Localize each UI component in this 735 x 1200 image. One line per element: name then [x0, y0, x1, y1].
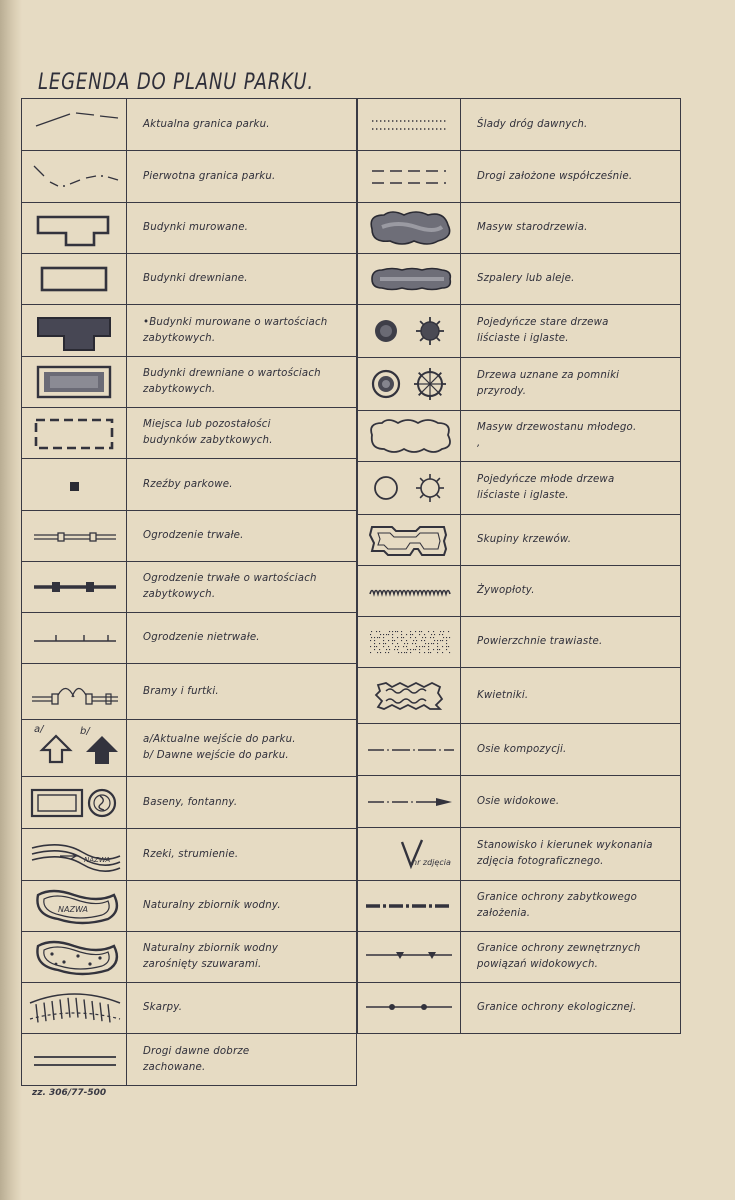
- left-legend-row: [22, 254, 357, 305]
- heavy-fence-line-icon: [22, 562, 127, 613]
- legend-label: Ogrodzenie trwałe o wartościach zabytkowych.: [127, 562, 357, 613]
- legend-label: Kwietniki.: [461, 668, 681, 724]
- right-legend-row: [358, 358, 681, 411]
- legend-label: Ogrodzenie trwałe.: [127, 511, 357, 562]
- legend-label: Powierzchnie trawiaste.: [461, 617, 681, 668]
- right-legend-row: [358, 462, 681, 515]
- dash-dot-line-icon: [22, 151, 127, 203]
- legend-label: Granice ochrony zabytkowego założenia.: [461, 881, 681, 932]
- left-legend-row: [22, 305, 357, 357]
- lawn-icon: [358, 617, 461, 668]
- legend-label: Skarpy.: [127, 983, 357, 1034]
- legend-label: Baseny, fontanny.: [127, 777, 357, 829]
- tick-fence-line-icon: [22, 613, 127, 664]
- legend-label: Drogi dawne dobrze zachowane.: [127, 1034, 357, 1086]
- left-legend-row: [22, 203, 357, 254]
- legend-label: Rzeki, strumienie.: [127, 829, 357, 881]
- old-tree-mass-icon: [358, 203, 461, 254]
- legend-label: Granice ochrony zewnętrznych powiązań widokowych.: [461, 932, 681, 983]
- left-legend-row: [22, 664, 357, 720]
- svg-text:nr zdjęcia: nr zdjęcia: [412, 858, 451, 867]
- right-legend-row: [358, 515, 681, 566]
- right-legend-row: [358, 411, 681, 462]
- legend-label: Aktualna granica parku.: [127, 99, 357, 151]
- legend-label: Budynki drewniane o wartościach zabytkowych.: [127, 357, 357, 408]
- legend-label: Masyw drzewostanu młodego. ,: [461, 411, 681, 462]
- legend-label: Skupiny krzewów.: [461, 515, 681, 566]
- legend-label: Ogrodzenie nietrwałe.: [127, 613, 357, 664]
- right-legend-row: [358, 617, 681, 668]
- left-legend-row: [22, 459, 357, 511]
- legend-label: Osie kompozycji.: [461, 724, 681, 776]
- legend-label: Ślady dróg dawnych.: [461, 99, 681, 151]
- legend-label: Bramy i furtki.: [127, 664, 357, 720]
- svg-text:a/: a/: [34, 724, 44, 735]
- fence-line-icon: [22, 511, 127, 562]
- left-legend-row: [22, 151, 357, 203]
- left-legend-row: [22, 777, 357, 829]
- pool-fountain-icon: [22, 777, 127, 829]
- legend-label: Żywopłoty.: [461, 566, 681, 617]
- view-axis-icon: [358, 776, 461, 828]
- legend-label: Drzewa uznane za pomniki przyrody.: [461, 358, 681, 411]
- dashed-line-icon: [22, 99, 127, 151]
- legend-label: Budynki drewniane.: [127, 254, 357, 305]
- left-legend-row: [22, 613, 357, 664]
- svg-text:NAZWA: NAZWA: [84, 855, 111, 864]
- legend-label: a/Aktualne wejście do parku. b/ Dawne wejście do parku.: [127, 720, 357, 777]
- left-legend-row: [22, 1034, 357, 1086]
- right-legend-row: [358, 668, 681, 724]
- legend-label: Pojedyńcze stare drzewa liściaste i iglaste.: [461, 305, 681, 358]
- legend-label: Budynki murowane.: [127, 203, 357, 254]
- left-legend-row: [22, 829, 357, 881]
- double-line-icon: [22, 1034, 127, 1086]
- legend-label: Pojedyńcze młode drzewa liściaste i iglaste.: [461, 462, 681, 515]
- heritage-boundary-icon: [358, 881, 461, 932]
- legend-label: Masyw starodrzewia.: [461, 203, 681, 254]
- right-legend-row: [358, 983, 681, 1034]
- right-legend-row: [358, 151, 681, 203]
- entrance-arrows-icon: [22, 720, 127, 777]
- legend-label: Rzeźby parkowe.: [127, 459, 357, 511]
- right-legend-row: [358, 881, 681, 932]
- legend-label: Stanowisko i kierunek wykonania zdjęcia fotograficznego.: [461, 828, 681, 881]
- left-legend-row: [22, 99, 357, 151]
- hedge-icon: [358, 566, 461, 617]
- photo-point-icon: [358, 828, 461, 881]
- view-boundary-icon: [358, 932, 461, 983]
- tree-row-icon: [358, 254, 461, 305]
- legend-label: Granice ochrony ekologicznej.: [461, 983, 681, 1034]
- flowerbed-icon: [358, 668, 461, 724]
- gate-icon: [22, 664, 127, 720]
- composition-axis-icon: [358, 724, 461, 776]
- svg-text:NAZWA: NAZWA: [58, 905, 88, 914]
- legend-title: LEGENDA DO PLANU PARKU.: [38, 70, 314, 95]
- legend-table-left: [21, 98, 357, 1086]
- dotted-double-line-icon: [358, 99, 461, 151]
- left-legend-row: [22, 408, 357, 459]
- dashed-double-line-icon: [358, 151, 461, 203]
- legend-label: Osie widokowe.: [461, 776, 681, 828]
- left-legend-row: [22, 932, 357, 983]
- page-binding-shadow: [0, 0, 22, 1200]
- single-old-trees-icon: [358, 305, 461, 358]
- escarpment-icon: [22, 983, 127, 1034]
- right-legend-row: [358, 932, 681, 983]
- river-icon: [22, 829, 127, 881]
- monument-trees-icon: [358, 358, 461, 411]
- left-legend-row: [22, 983, 357, 1034]
- shrub-group-icon: [358, 515, 461, 566]
- t-shape-filled-icon: [22, 305, 127, 357]
- dashed-rectangle-icon: [22, 408, 127, 459]
- legend-label: Naturalny zbiornik wodny.: [127, 881, 357, 932]
- legend-label: Szpalery lub aleje.: [461, 254, 681, 305]
- right-legend-row: [358, 305, 681, 358]
- left-legend-row: [22, 720, 357, 777]
- reed-pond-icon: [22, 932, 127, 983]
- left-legend-row: [22, 881, 357, 932]
- left-legend-row: [22, 511, 357, 562]
- t-shape-outline-icon: [22, 203, 127, 254]
- right-legend-row: [358, 566, 681, 617]
- svg-text:b/: b/: [80, 726, 90, 737]
- legend-label: Miejsca lub pozostałości budynków zabytkowych.: [127, 408, 357, 459]
- legend-label: Naturalny zbiornik wodny zarośnięty szuwarami.: [127, 932, 357, 983]
- single-young-trees-icon: [358, 462, 461, 515]
- right-legend-row: [358, 99, 681, 151]
- legend-label: Drogi założone współcześnie.: [461, 151, 681, 203]
- legend-table-right: [357, 98, 681, 1034]
- legend-label: •Budynki murowane o wartościach zabytkowych.: [127, 305, 357, 357]
- young-tree-mass-icon: [358, 411, 461, 462]
- right-legend-row: [358, 254, 681, 305]
- left-legend-row: [22, 357, 357, 408]
- right-legend-row: [358, 776, 681, 828]
- right-legend-row: [358, 203, 681, 254]
- pond-icon: [22, 881, 127, 932]
- print-code: zz. 306/77-500: [32, 1088, 107, 1098]
- right-legend-row: [358, 724, 681, 776]
- right-legend-row: [358, 828, 681, 881]
- left-legend-row: [22, 562, 357, 613]
- eco-boundary-icon: [358, 983, 461, 1034]
- legend-label: Pierwotna granica parku.: [127, 151, 357, 203]
- rectangle-outline-icon: [22, 254, 127, 305]
- double-rectangle-icon: [22, 357, 127, 408]
- filled-square-icon: [22, 459, 127, 511]
